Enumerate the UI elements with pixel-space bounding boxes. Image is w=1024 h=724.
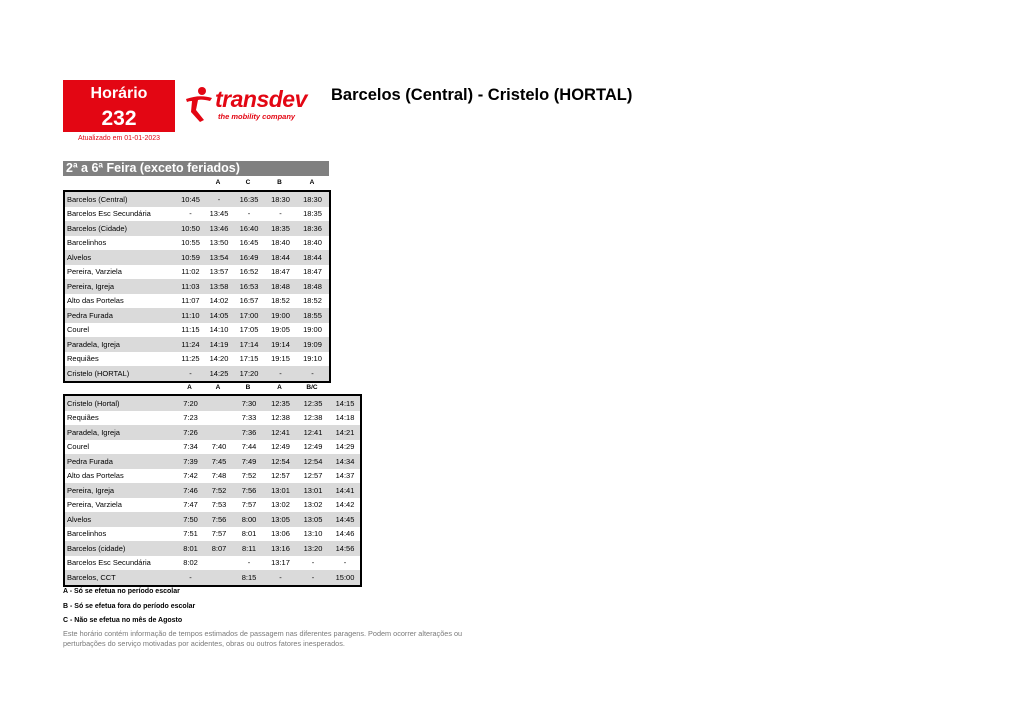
departure-time: 13:45: [205, 207, 233, 222]
departure-time: 16:57: [233, 294, 265, 309]
stop-name: Cristelo (HORTAL): [64, 366, 176, 382]
stop-name: Paradela, Igreja: [64, 337, 176, 352]
stop-name: Barcelos Esc Secundária: [64, 556, 176, 571]
table-row: [64, 221, 330, 236]
departure-time: -: [176, 570, 205, 586]
table-row: [64, 454, 361, 469]
stop-name: Courel: [64, 440, 176, 455]
timetable-outbound: [63, 190, 331, 383]
stop-name: Pedra Furada: [64, 454, 176, 469]
departure-time: 14:19: [205, 337, 233, 352]
departure-time: 13:54: [205, 250, 233, 265]
service-note: C: [245, 179, 251, 186]
departure-time: 12:49: [265, 440, 296, 455]
departure-time: 18:52: [296, 294, 330, 309]
stop-name: Barcelos, CCT: [64, 570, 176, 586]
departure-time: 7:34: [176, 440, 205, 455]
departure-time: -: [296, 366, 330, 382]
departure-time: 18:36: [296, 221, 330, 236]
departure-time: 7:44: [233, 440, 265, 455]
runner-icon: [182, 86, 216, 124]
service-note: [175, 179, 204, 186]
departure-time: 8:01: [233, 527, 265, 542]
table-row: [64, 250, 330, 265]
table-row: [64, 265, 330, 280]
departure-time: 12:57: [296, 469, 330, 484]
departure-time: 7:46: [176, 483, 205, 498]
departure-time: 7:45: [205, 454, 233, 469]
departure-time: -: [265, 207, 296, 222]
departure-time: 17:14: [233, 337, 265, 352]
table-row: [64, 483, 361, 498]
departure-time: 14:25: [205, 366, 233, 382]
departure-time: 18:35: [296, 207, 330, 222]
departure-time: 7:56: [233, 483, 265, 498]
departure-time: 7:56: [205, 512, 233, 527]
logo-tagline: the mobility company: [218, 112, 296, 121]
departure-time: 14:46: [330, 527, 361, 542]
departure-time: 11:07: [176, 294, 205, 309]
departure-time: 14:41: [330, 483, 361, 498]
departure-time: 13:05: [296, 512, 330, 527]
departure-time: [205, 425, 233, 440]
departure-time: 12:57: [265, 469, 296, 484]
departure-time: 14:20: [205, 352, 233, 367]
departure-time: 17:05: [233, 323, 265, 338]
departure-time: 18:47: [296, 265, 330, 280]
departure-time: 11:25: [176, 352, 205, 367]
stop-name: Alvelos: [64, 512, 176, 527]
departure-time: [205, 395, 233, 411]
departure-time: 8:01: [176, 541, 205, 556]
departure-time: 12:35: [265, 395, 296, 411]
departure-time: 10:55: [176, 236, 205, 251]
table-row: [64, 191, 330, 207]
departure-time: 13:01: [265, 483, 296, 498]
departure-time: 13:05: [265, 512, 296, 527]
table-row: [64, 236, 330, 251]
badge-label: Horário: [90, 85, 148, 102]
departure-time: 16:35: [233, 191, 265, 207]
departure-time: 13:10: [296, 527, 330, 542]
departure-time: 18:52: [265, 294, 296, 309]
departure-time: 10:45: [176, 191, 205, 207]
departure-time: 14:02: [205, 294, 233, 309]
departure-time: 7:26: [176, 425, 205, 440]
departure-time: 7:47: [176, 498, 205, 513]
departure-time: 13:16: [265, 541, 296, 556]
departure-time: 17:00: [233, 308, 265, 323]
table2-notes-row: [175, 384, 360, 391]
stop-name: Pedra Furada: [64, 308, 176, 323]
departure-time: 7:53: [205, 498, 233, 513]
table-row: [64, 337, 330, 352]
departure-time: 7:57: [205, 527, 233, 542]
departure-time: 18:40: [265, 236, 296, 251]
departure-time: 19:00: [296, 323, 330, 338]
departure-time: [205, 570, 233, 586]
departure-time: -: [176, 207, 205, 222]
departure-time: 19:05: [265, 323, 296, 338]
section-title: 2ª a 6ª Feira (exceto feriados): [63, 161, 329, 176]
departure-time: 14:56: [330, 541, 361, 556]
departure-time: 7:51: [176, 527, 205, 542]
legend-a: A - Só se efetua no período escolar: [63, 588, 180, 595]
departure-time: 14:21: [330, 425, 361, 440]
departure-time: 19:15: [265, 352, 296, 367]
departure-time: 7:50: [176, 512, 205, 527]
service-note: [329, 384, 360, 391]
departure-time: 14:15: [330, 395, 361, 411]
disclaimer: Este horário contém informação de tempos estimados de passagem nas diferentes paragens. Podem ocorrer alterações ou perturbações do serviço motivadas por acidentes, obras ou outros fatores inesperados.: [63, 629, 463, 648]
departure-time: 14:42: [330, 498, 361, 513]
service-note: B: [277, 179, 282, 186]
table-row: [64, 570, 361, 586]
departure-time: 13:06: [265, 527, 296, 542]
departure-time: 19:00: [265, 308, 296, 323]
table-row: [64, 440, 361, 455]
departure-time: 18:30: [265, 191, 296, 207]
table-row: [64, 395, 361, 411]
table1-notes-row: [175, 179, 329, 186]
departure-time: 12:38: [265, 411, 296, 426]
table-row: [64, 541, 361, 556]
departure-time: 18:47: [265, 265, 296, 280]
table-row: [64, 366, 330, 382]
departure-time: -: [233, 556, 265, 571]
route-number: 232: [101, 107, 137, 130]
stop-name: Pereira, Igreja: [64, 279, 176, 294]
stop-name: Pereira, Igreja: [64, 483, 176, 498]
departure-time: 14:45: [330, 512, 361, 527]
departure-time: 12:54: [296, 454, 330, 469]
stop-name: Paradela, Igreja: [64, 425, 176, 440]
departure-time: 7:52: [233, 469, 265, 484]
departure-time: 18:35: [265, 221, 296, 236]
service-note: A: [215, 384, 221, 391]
table-row: [64, 556, 361, 571]
departure-time: 18:30: [296, 191, 330, 207]
departure-time: 7:57: [233, 498, 265, 513]
departure-time: -: [176, 366, 205, 382]
departure-time: 11:24: [176, 337, 205, 352]
departure-time: 8:15: [233, 570, 265, 586]
departure-time: 18:55: [296, 308, 330, 323]
stop-name: Alto das Portelas: [64, 469, 176, 484]
departure-time: 18:48: [265, 279, 296, 294]
departure-time: -: [296, 556, 330, 571]
timetable-return: [63, 394, 362, 587]
departure-time: 18:48: [296, 279, 330, 294]
departure-time: 7:36: [233, 425, 265, 440]
departure-time: [205, 411, 233, 426]
table-row: [64, 512, 361, 527]
departure-time: 12:41: [265, 425, 296, 440]
departure-time: -: [233, 207, 265, 222]
departure-time: -: [265, 366, 296, 382]
schedule-badge: [63, 80, 175, 132]
stop-name: Alto das Portelas: [64, 294, 176, 309]
departure-time: 18:44: [265, 250, 296, 265]
departure-time: 13:46: [205, 221, 233, 236]
departure-time: 7:23: [176, 411, 205, 426]
departure-time: 18:40: [296, 236, 330, 251]
departure-time: 19:14: [265, 337, 296, 352]
service-note: A: [309, 179, 315, 186]
service-note: A: [277, 384, 282, 391]
table-row: [64, 308, 330, 323]
departure-time: 11:02: [176, 265, 205, 280]
table-row: [64, 323, 330, 338]
departure-time: 13:01: [296, 483, 330, 498]
table-row: [64, 294, 330, 309]
departure-time: 10:50: [176, 221, 205, 236]
departure-time: 15:00: [330, 570, 361, 586]
departure-time: 16:45: [233, 236, 265, 251]
departure-time: 7:49: [233, 454, 265, 469]
departure-time: 11:10: [176, 308, 205, 323]
departure-time: 13:02: [265, 498, 296, 513]
table-row: [64, 527, 361, 542]
departure-time: 8:00: [233, 512, 265, 527]
departure-time: 14:37: [330, 469, 361, 484]
departure-time: 13:17: [265, 556, 296, 571]
service-note: A: [215, 179, 221, 186]
departure-time: -: [330, 556, 361, 571]
stop-name: Barcelos (Cidade): [64, 221, 176, 236]
departure-time: 13:20: [296, 541, 330, 556]
table-row: [64, 469, 361, 484]
table-row: [64, 498, 361, 513]
stop-name: Pereira, Varziela: [64, 498, 176, 513]
departure-time: 13:02: [296, 498, 330, 513]
departure-time: 14:05: [205, 308, 233, 323]
departure-time: 14:10: [205, 323, 233, 338]
departure-time: 14:18: [330, 411, 361, 426]
stop-name: Requiães: [64, 411, 176, 426]
stop-name: Alvelos: [64, 250, 176, 265]
departure-time: 8:07: [205, 541, 233, 556]
departure-time: 16:52: [233, 265, 265, 280]
departure-time: 19:10: [296, 352, 330, 367]
departure-time: 8:11: [233, 541, 265, 556]
departure-time: 14:29: [330, 440, 361, 455]
stop-name: Courel: [64, 323, 176, 338]
departure-time: 13:57: [205, 265, 233, 280]
logo-name: transdev: [215, 86, 307, 112]
departure-time: 7:48: [205, 469, 233, 484]
departure-time: 12:35: [296, 395, 330, 411]
stop-name: Barcelos Esc Secundária: [64, 207, 176, 222]
departure-time: 8:02: [176, 556, 205, 571]
table-row: [64, 411, 361, 426]
departure-time: -: [205, 191, 233, 207]
departure-time: 12:38: [296, 411, 330, 426]
departure-time: 17:15: [233, 352, 265, 367]
stop-name: Barcelinhos: [64, 527, 176, 542]
table-row: [64, 425, 361, 440]
departure-time: [205, 556, 233, 571]
departure-time: 17:20: [233, 366, 265, 382]
departure-time: 19:09: [296, 337, 330, 352]
stop-name: Pereira, Varziela: [64, 265, 176, 280]
departure-time: 12:54: [265, 454, 296, 469]
updated-date: Atualizado em 01-01-2023: [77, 135, 161, 142]
departure-time: 16:49: [233, 250, 265, 265]
departure-time: -: [265, 570, 296, 586]
departure-time: 16:40: [233, 221, 265, 236]
departure-time: 12:49: [296, 440, 330, 455]
departure-time: 11:03: [176, 279, 205, 294]
departure-time: 12:41: [296, 425, 330, 440]
service-note: A: [187, 384, 192, 391]
stop-name: Barcelos (cidade): [64, 541, 176, 556]
departure-time: 7:52: [205, 483, 233, 498]
departure-time: 7:33: [233, 411, 265, 426]
departure-time: 11:15: [176, 323, 205, 338]
departure-time: 7:20: [176, 395, 205, 411]
departure-time: 10:59: [176, 250, 205, 265]
departure-time: 13:50: [205, 236, 233, 251]
service-note: B: [245, 384, 251, 391]
stop-name: Cristelo (Hortal): [64, 395, 176, 411]
departure-time: 7:40: [205, 440, 233, 455]
legend-c: C - Não se efetua no mês de Agosto: [63, 617, 183, 624]
departure-time: 7:42: [176, 469, 205, 484]
table-row: [64, 352, 330, 367]
departure-time: 7:39: [176, 454, 205, 469]
departure-time: 18:44: [296, 250, 330, 265]
stop-name: Barcelinhos: [64, 236, 176, 251]
departure-time: 13:58: [205, 279, 233, 294]
table-row: [64, 207, 330, 222]
departure-time: 16:53: [233, 279, 265, 294]
legend-b: B - Só se efetua fora do período escolar: [63, 603, 196, 610]
departure-time: 7:30: [233, 395, 265, 411]
table-row: [64, 279, 330, 294]
departure-time: 14:34: [330, 454, 361, 469]
stop-name: Barcelos (Central): [64, 191, 176, 207]
route-title: Barcelos (Central) - Cristelo (HORTAL): [331, 86, 633, 104]
transdev-logo: [182, 86, 322, 126]
service-note: B/C: [306, 384, 318, 391]
stop-name: Requiães: [64, 352, 176, 367]
departure-time: -: [296, 570, 330, 586]
